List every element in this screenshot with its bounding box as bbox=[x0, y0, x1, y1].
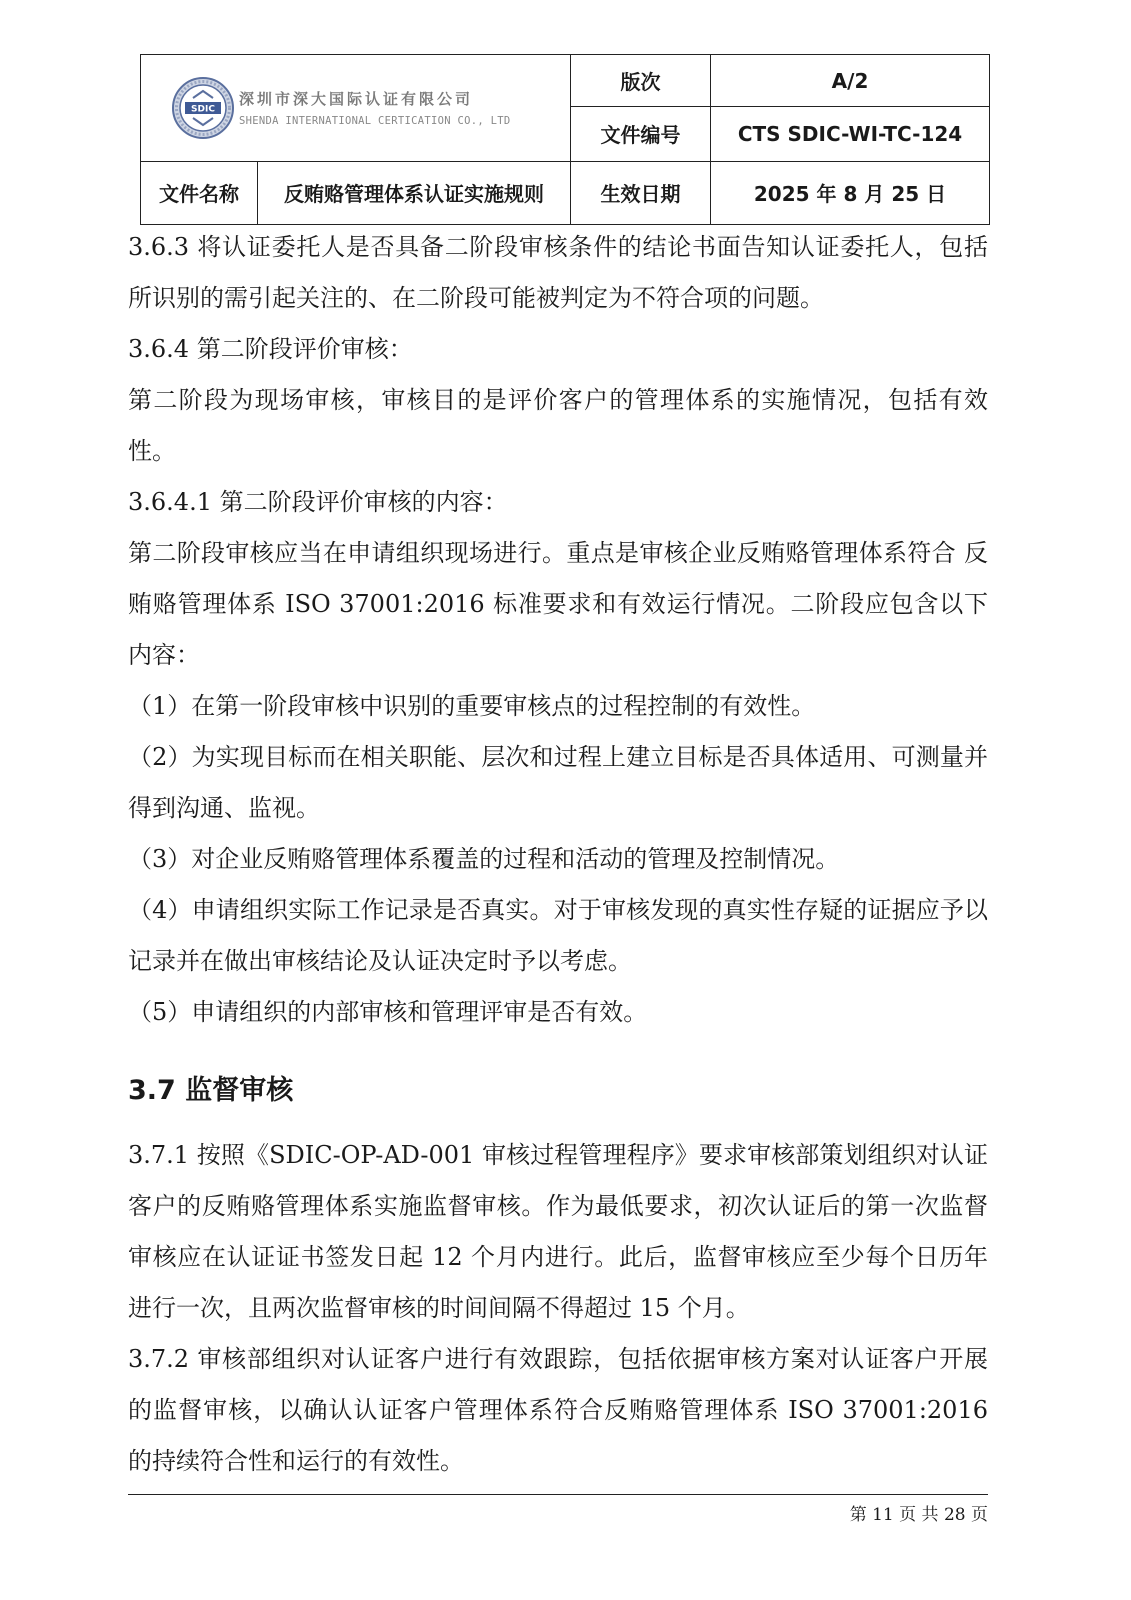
company-name-en: SHENDA INTERNATIONAL CERTICATION CO., LTD bbox=[239, 115, 511, 128]
paragraph-3-6-3: 3.6.3 将认证委托人是否具备二阶段审核条件的结论书面告知认证委托人，包括所识别的需引起关注的、在二阶段可能被判定为不符合项的问题。 bbox=[128, 233, 988, 312]
effective-date-value: 2025 年 8 月 25 日 bbox=[711, 161, 990, 224]
company-logo-cell bbox=[141, 55, 571, 162]
seal-text: SDIC bbox=[191, 104, 215, 115]
doc-number-label: 文件编号 bbox=[571, 107, 711, 161]
paragraph-3-7-2: 3.7.2 审核部组织对认证客户进行有效跟踪，包括依据审核方案对认证客户开展的监督审核，以确认认证客户管理体系符合反贿赂管理体系 ISO 37001:2016 的持续符合性和运行的有效性。 bbox=[128, 1345, 988, 1475]
list-item: （4）申请组织实际工作记录是否真实。对于审核发现的真实性存疑的证据应予以记录并在做出审核结论及认证决定时予以考虑。 bbox=[128, 896, 988, 975]
doc-number-value: CTS SDIC-WI-TC-124 bbox=[711, 107, 990, 161]
footer-divider bbox=[128, 1494, 988, 1495]
doc-name-value: 反贿赂管理体系认证实施规则 bbox=[258, 161, 571, 224]
doc-name-label: 文件名称 bbox=[141, 161, 258, 224]
paragraph-3-7-1: 3.7.1 按照《SDIC-OP-AD-001 审核过程管理程序》要求审核部策划组织对认证客户的反贿赂管理体系实施监督审核。作为最低要求，初次认证后的第一次监督审核应在认证证书签发日起 12 个月内进行。此后，监督审核应至少每个日历年进行一次，且两次监督审核的时间间隔不得超过 15 个月。 bbox=[128, 1141, 988, 1322]
paragraph-stage2-content: 第二阶段审核应当在申请组织现场进行。重点是审核企业反贿赂管理体系符合 反贿赂管理体系 ISO 37001:2016 标准要求和有效运行情况。二阶段应包含以下内容： bbox=[128, 539, 988, 669]
list-item: （5）申请组织的内部审核和管理评审是否有效。 bbox=[128, 998, 648, 1026]
version-value: A/2 bbox=[711, 55, 990, 107]
company-seal-icon bbox=[171, 76, 235, 140]
list-item: （2）为实现目标而在相关职能、层次和过程上建立目标是否具体适用、可测量并得到沟通、监视。 bbox=[128, 743, 988, 822]
section-heading-3-7: 3.7 监督审核 bbox=[128, 1075, 294, 1106]
document-body bbox=[128, 222, 988, 1487]
effective-date-label: 生效日期 bbox=[571, 161, 711, 224]
list-item: （3）对企业反贿赂管理体系覆盖的过程和活动的管理及控制情况。 bbox=[128, 845, 840, 873]
page-number: 第 11 页 共 28 页 bbox=[849, 1505, 988, 1525]
paragraph-3-6-4-1: 3.6.4.1 第二阶段评价审核的内容： bbox=[128, 488, 508, 516]
company-name-cn: 深圳市深大国际认证有限公司 bbox=[239, 90, 474, 109]
paragraph-stage2-purpose: 第二阶段为现场审核，审核目的是评价客户的管理体系的实施情况，包括有效性。 bbox=[128, 386, 988, 465]
paragraph-3-6-4: 3.6.4 第二阶段评价审核： bbox=[128, 335, 413, 363]
version-label: 版次 bbox=[571, 55, 711, 107]
document-header-table bbox=[140, 54, 990, 225]
list-item: （1）在第一阶段审核中识别的重要审核点的过程控制的有效性。 bbox=[128, 692, 816, 720]
